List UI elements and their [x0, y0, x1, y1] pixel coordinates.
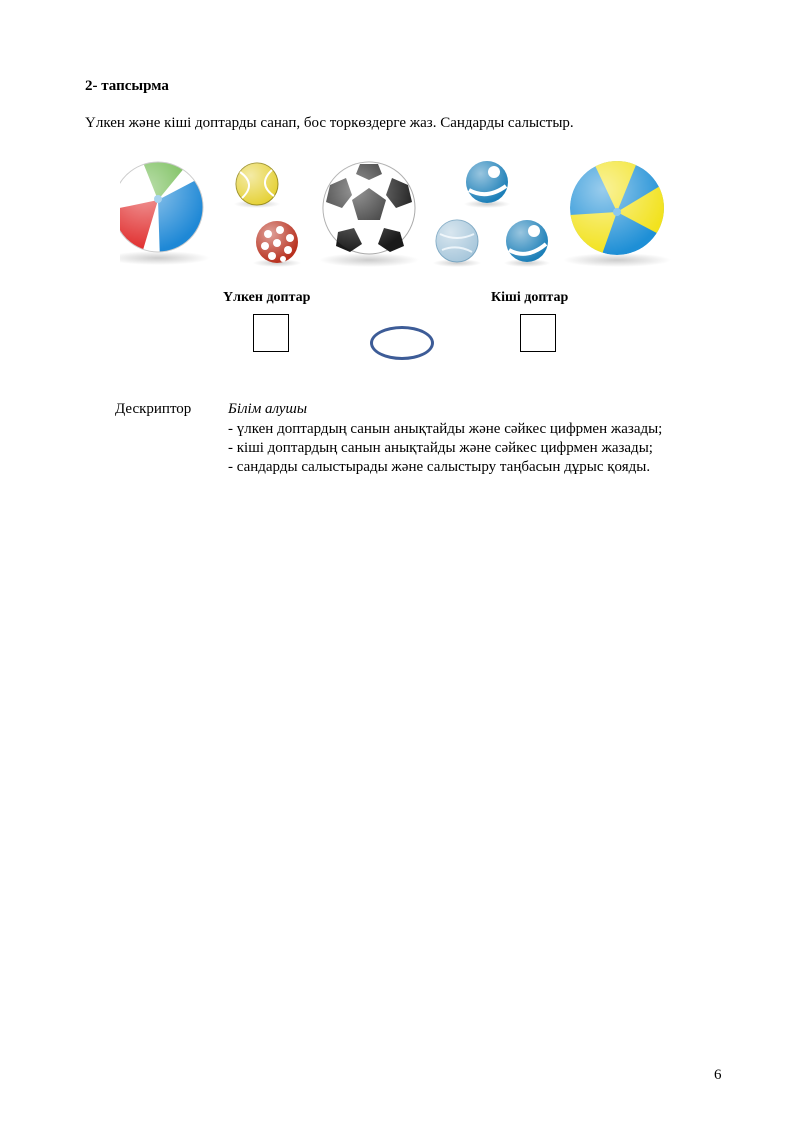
- descriptor-label: Дескриптор: [115, 401, 192, 417]
- descriptor-criteria: [228, 420, 662, 477]
- learner-heading: Білім алушы: [228, 401, 308, 417]
- criterion-item: - кіші доптардың санын анықтайды және сәйкес цифрмен жазады;: [228, 440, 653, 456]
- criterion-item: - сандарды салыстырады және салыстыру таңбасын дұрыс қояды.: [228, 459, 651, 475]
- striped-ball-icon: [464, 161, 510, 208]
- comparison-sign-oval[interactable]: [370, 326, 434, 360]
- soccer-ball-icon: [319, 162, 419, 267]
- big-balls-label: Үлкен доптар: [223, 290, 311, 305]
- tennis-ball-icon: [234, 163, 280, 208]
- beach-ball-icon: [120, 155, 215, 265]
- striped-ball-icon: [504, 220, 550, 267]
- page-number: 6: [714, 1067, 722, 1083]
- beach-ball-icon: [563, 155, 671, 267]
- task-instruction: Үлкен және кіші доптарды санап, бос торкөздерге жаз. Сандарды салыстыр.: [85, 115, 574, 131]
- dotted-ball-icon: [253, 221, 301, 267]
- criterion-item: - үлкен доптардың санын анықтайды және сәйкес цифрмен жазады;: [228, 421, 663, 437]
- small-balls-label: Кіші доптар: [491, 290, 569, 305]
- big-balls-count-box[interactable]: [253, 314, 289, 352]
- light-blue-ball-icon: [433, 220, 481, 267]
- balls-illustration: [120, 150, 680, 275]
- task-title: 2- тапсырма: [85, 78, 169, 94]
- small-balls-count-box[interactable]: [520, 314, 556, 352]
